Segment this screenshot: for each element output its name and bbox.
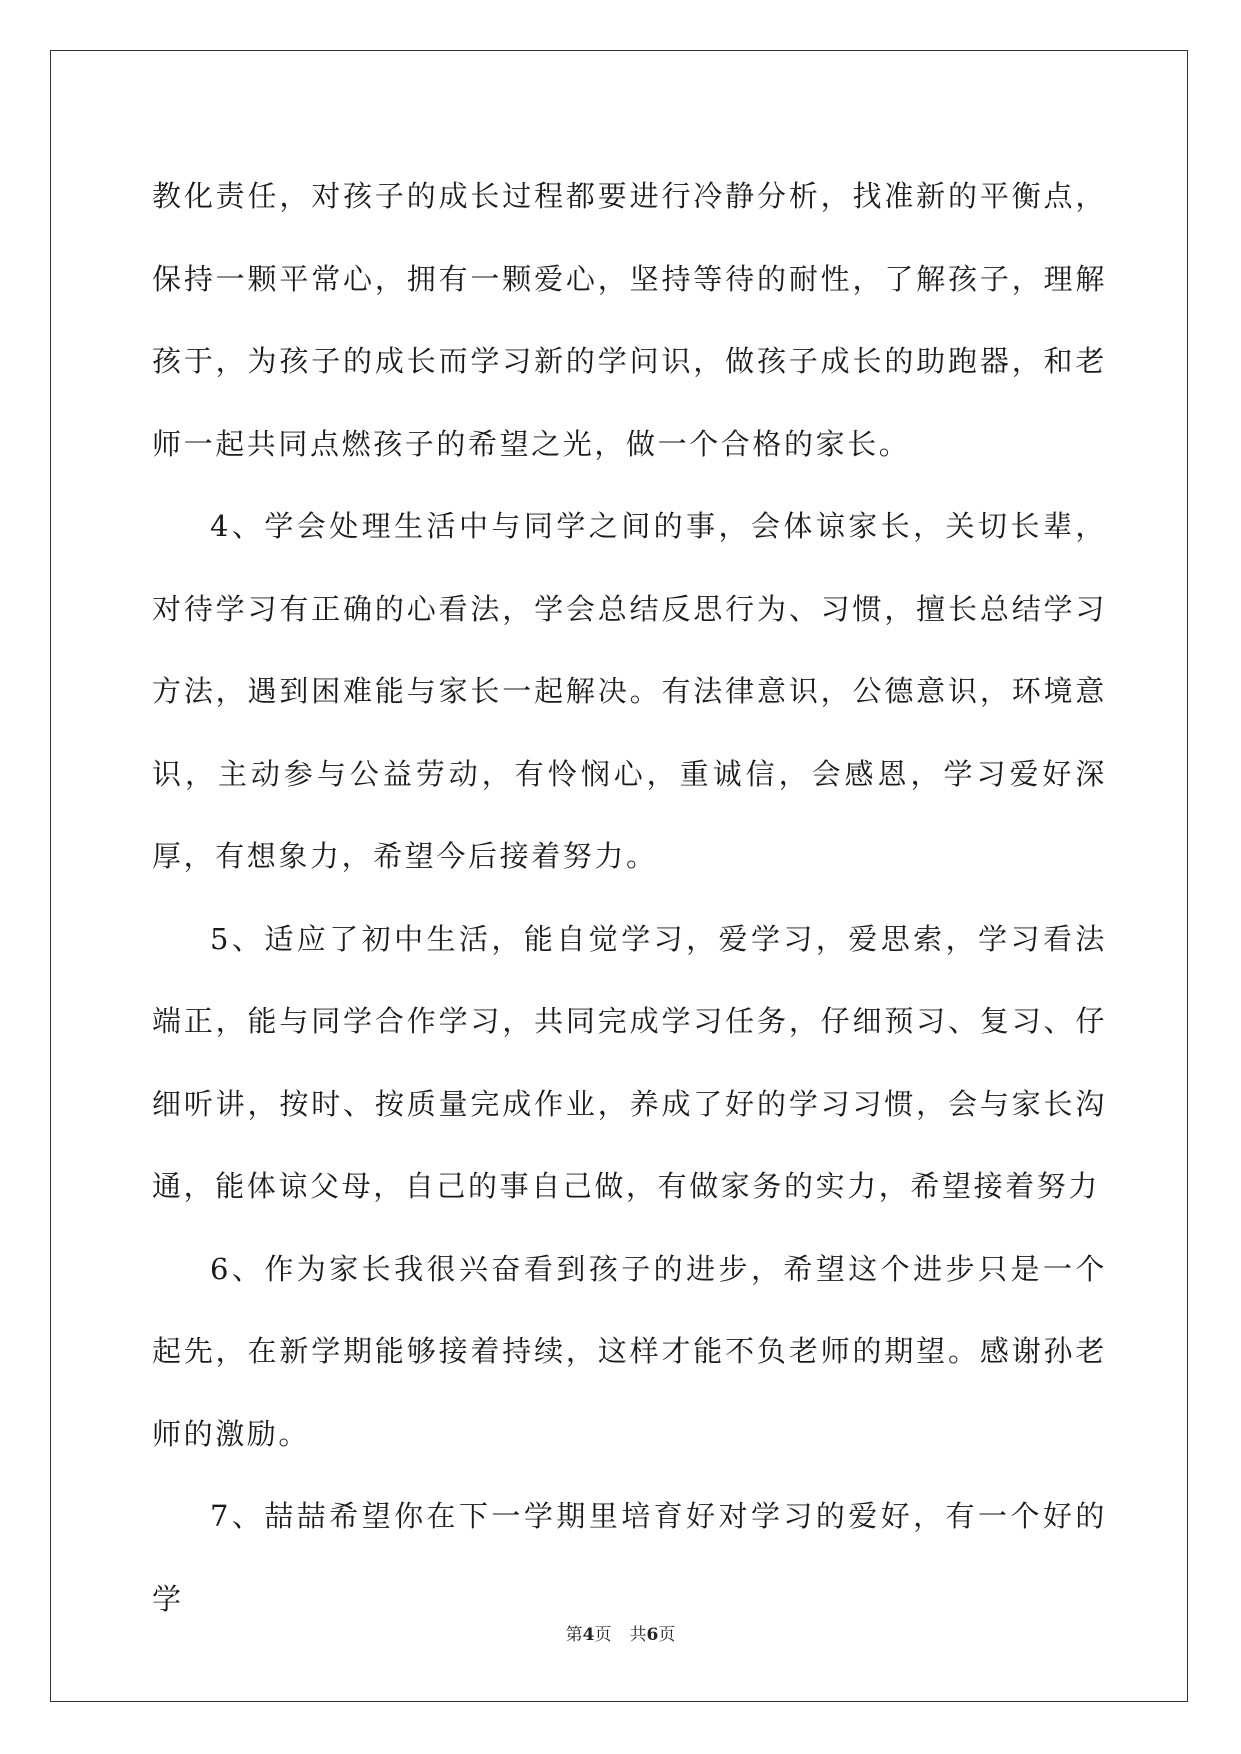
- document-body: [152, 155, 1107, 1640]
- current-page-number: 4: [582, 1625, 595, 1645]
- page-suffix: 页: [594, 1625, 612, 1645]
- paragraph-item-4: 4、学会处理生活中与同学之间的事，会体谅家长，关切长辈，对待学习有正确的心看法，学会总结反思行为、习惯，擅长总结学习方法，遇到困难能与家长一起解决。有法律意识，公德意识，环境意识，主动参与公益劳动，有怜悯心，重诚信，会感恩，学习爱好深厚，有想象力，希望今后接着努力。: [152, 509, 1107, 873]
- total-pages-number: 6: [646, 1625, 659, 1645]
- page-prefix: 第: [565, 1625, 583, 1645]
- total-suffix: 页: [658, 1625, 676, 1645]
- paragraph-item-6: 6、作为家长我很兴奋看到孩子的进步，希望这个进步只是一个起先，在新学期能够接着持续，这样才能不负老师的期望。感谢孙老师的激励。: [152, 1251, 1107, 1451]
- paragraph-item-7: 7、喆喆希望你在下一学期里培育好对学习的爱好，有一个好的学: [152, 1499, 1107, 1616]
- paragraph-continuation: 教化责任，对孩子的成长过程都要进行冷静分析，找准新的平衡点，保持一颗平常心，拥有一颗爱心，坚持等待的耐性，了解孩子，理解孩于，为孩子的成长而学习新的学问识，做孩子成长的助跑器，和老师一起共同点燃孩子的希望之光，做一个合格的家长。: [152, 179, 1107, 461]
- total-prefix: 共: [629, 1625, 647, 1645]
- page-footer: [0, 1620, 1241, 1645]
- paragraph-item-5: 5、适应了初中生活，能自觉学习，爱学习，爱思索，学习看法端正，能与同学合作学习，共同完成学习任务，仔细预习、复习、仔细听讲，按时、按质量完成作业，养成了好的学习习惯，会与家长沟通，能体谅父母，自己的事自己做，有做家务的实力，希望接着努力: [152, 921, 1107, 1203]
